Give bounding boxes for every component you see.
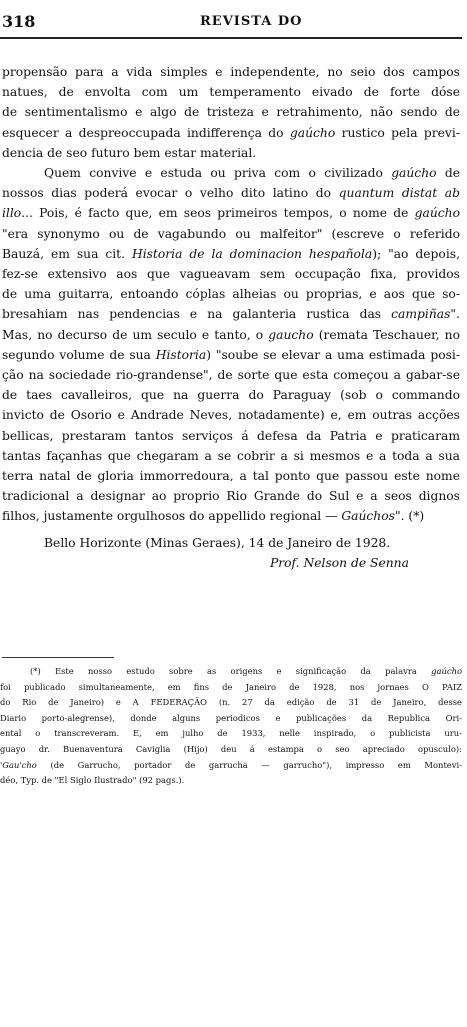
text-line: invicto de Osorio e Andrade Neves, notadamente) e, em outras acções (2, 408, 460, 423)
running-head: REVISTA DO (200, 14, 303, 29)
text-line: de uma guitarra, entoando cóplas alheias ou proprias, e aos que so- (2, 287, 460, 302)
footnote-line: déo, Typ. de "El Siglo Ilustrado" (92 pags.). (0, 775, 185, 786)
author-signature: Prof. Nelson de Senna (270, 555, 409, 570)
text-line: tantas façanhas que chegaram a se cobrir a si mesmos e a toda a sua (2, 448, 460, 463)
text-line: dencia de seo futuro bem estar material. (2, 145, 257, 160)
signoff (2, 533, 460, 573)
text-line: bellicas, prestaram tantos serviços á defesa da Patria e praticaram (2, 428, 460, 443)
footnote-line: ental o transcreveram. E, em julho de 1933, nelle inspirado, o publicista uru- (0, 728, 462, 739)
footnote-line: 'Gau'cho (de Garrucho, portador de garrucha — garrucho"), impresso em Montevi- (0, 759, 462, 770)
text-line: "era synonymo ou de vagabundo ou malfeitor" (escreve o referido (2, 226, 460, 241)
text-line: natues, de envolta com um temperamento eivado de forte dóse (2, 85, 460, 100)
footnote-line: Diario porto-alegrense), donde alguns periodicos e publicações da Republica Ori- (0, 712, 462, 723)
footnote (0, 664, 462, 789)
text-line: segundo volume de sua Historia) "soube se elevar a uma estimada posi- (2, 347, 460, 362)
text-line: filhos, justamente orgulhosos do appellido regional — Gaúchos". (*) (2, 509, 425, 524)
text-line: Bauzá, em sua cit. Historia de la dominacion hespañola); "ao depois, (2, 246, 460, 261)
footnote-line: do Rio de Janeiro) e A FEDERAÇÃO (n. 27 da edição de 31 de Janeiro, desse (0, 697, 462, 708)
text-line: nossos dias poderá evocar o velho dito latino do quantum distat ab (2, 186, 460, 201)
body-text (2, 62, 460, 573)
footnote-line: guayo dr. Buenaventura Caviglia (Hijo) deu á estampa o seo apreciado opusculo): (0, 743, 462, 754)
header-rule (0, 37, 462, 39)
page-number: 318 (2, 12, 36, 31)
text-line: Quem convive e estuda ou priva com o civilizado gaúcho de (44, 166, 460, 181)
text-line: illo... Pois, é facto que, em seos primeiros tempos, o nome de gaúcho (2, 206, 460, 221)
page-header (0, 8, 467, 36)
text-line: fez-se extensivo aos que vagueavam sem occupação fixa, providos (2, 267, 460, 282)
text-line: Mas, no decurso de um seculo e tanto, o gaucho (remata Teschauer, no (2, 327, 460, 342)
footnote-line: foi publicado simultaneamente, em fins de Janeiro de 1928, nos jornaes O PAIZ (0, 681, 462, 692)
text-line: de sentimentalismo e algo de tristeza e retrahimento, não sendo de (2, 105, 460, 120)
text-line: esquecer a despreoccupada indifferença do gaúcho rustico pela previ- (2, 125, 460, 140)
place-date: Bello Horizonte (Minas Geraes), 14 de Janeiro de 1928. (44, 535, 391, 550)
footnote-line: (*) Este nosso estudo sobre as origens e significação da palavra gaúcho (30, 666, 462, 676)
text-line: bresahiam nas pendencias e na galanteria rustica das campiñas". (2, 307, 460, 322)
text-line: de taes cavalleiros, que na guerra do Paraguay (sob o commando (2, 388, 460, 403)
text-line: tradicional a designar ao proprio Rio Grande do Sul e a seos dignos (2, 489, 460, 504)
text-line: propensão para a vida simples e independente, no seio dos campos (2, 65, 460, 79)
text-line: terra natal de gloria immorredoura, a tal ponto que passou este nome (2, 469, 460, 484)
text-line: ção na sociedade rio-grandense", de sorte que esta começou a gabar-se (2, 368, 460, 383)
footnote-rule (2, 657, 114, 658)
